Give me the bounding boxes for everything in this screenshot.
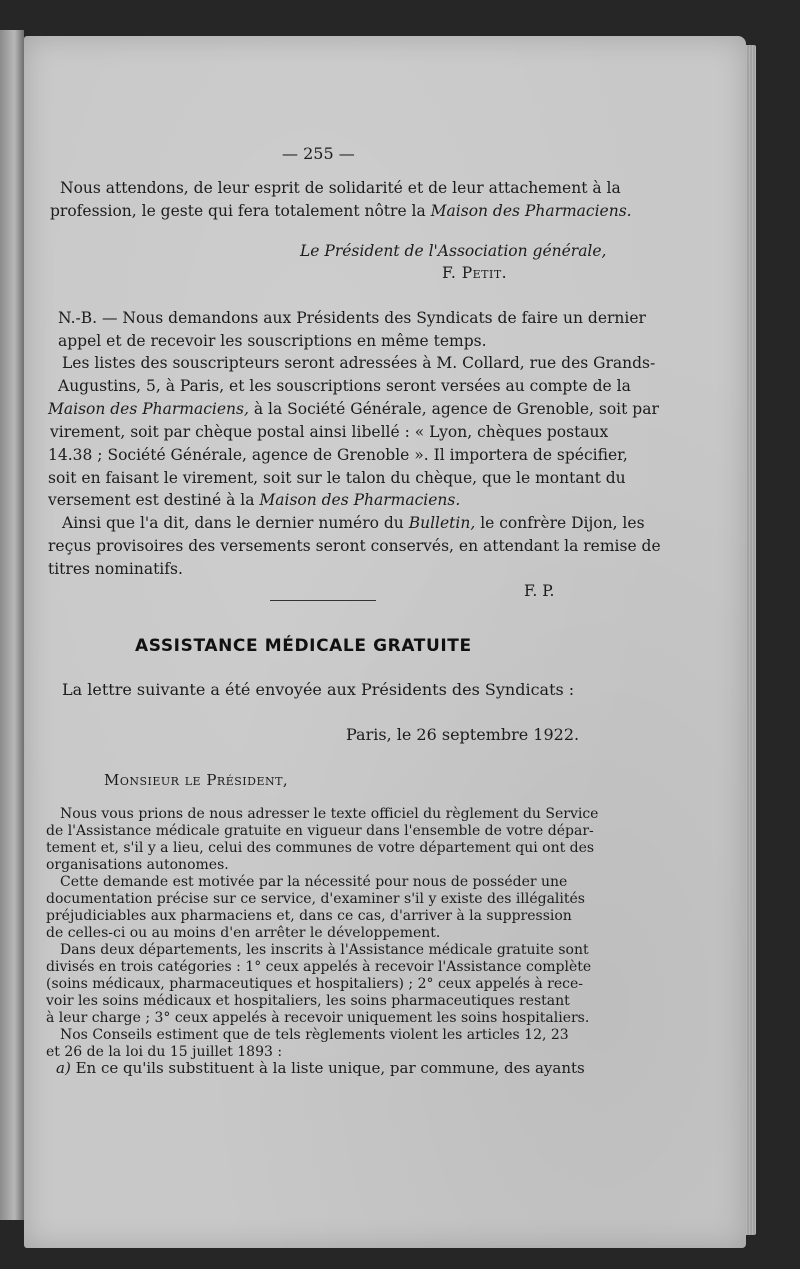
body-line-9: Dans deux départements, les inscrits à l'Assistance médicale gratuite sont: [60, 942, 589, 958]
section-heading: ASSISTANCE MÉDICALE GRATUITE: [135, 636, 472, 656]
body-line-12: voir les soins médicaux et hospitaliers, les soins pharmaceutiques restant: [46, 993, 570, 1009]
nb-line-10-text-a: Ainsi que l'a dit, dans le dernier numéro du: [62, 514, 409, 532]
nb-line-8: soit en faisant le virement, soit sur le talon du chèque, que le montant du: [48, 469, 626, 487]
body-line-5: Cette demande est motivée par la nécessité pour nous de posséder une: [60, 874, 568, 890]
nb-line-2: appel et de recevoir les souscriptions en même temps.: [58, 332, 487, 350]
body-last-line: [56, 1058, 585, 1078]
signature-title: Le Président de l'Association générale,: [300, 242, 607, 260]
nb-line-10-italic: Bulletin,: [408, 514, 476, 532]
section-separator: [270, 600, 376, 601]
body-line-8: de celles-ci ou au moins d'en arrêter le développement.: [46, 925, 441, 941]
nb-initials: F. P.: [524, 582, 555, 600]
intro-line-1: Nous attendons, de leur esprit de solidarité et de leur attachement à la: [60, 179, 621, 197]
nb-line-9-text: versement est destiné à la: [48, 491, 260, 509]
signature-name: F. Petit.: [442, 264, 508, 282]
body-line-10: divisés en trois catégories : 1° ceux appelés à recevoir l'Assistance complète: [46, 959, 592, 975]
body-line-7: préjudiciables aux pharmaciens et, dans ce cas, d'arriver à la suppression: [46, 908, 572, 924]
page-number: — 255 —: [282, 144, 355, 163]
nb-line-1: N.-B. — Nous demandons aux Présidents des Syndicats de faire un dernier: [58, 309, 646, 327]
body-line-11: (soins médicaux, pharmaceutiques et hospitaliers) ; 2° ceux appelés à rece-: [46, 976, 584, 992]
nb-line-5-italic: Maison des Pharmaciens,: [48, 400, 249, 418]
body-line-4: organisations autonomes.: [46, 857, 229, 873]
nb-line-3: Les listes des souscripteurs seront adressées à M. Collard, rue des Grands-: [62, 354, 656, 372]
body-line-6: documentation précise sur ce service, d'examiner s'il y existe des illégalités: [46, 891, 585, 907]
intro-line-2-text: profession, le geste qui fera totalement nôtre la: [50, 202, 431, 220]
body-line-13: à leur charge ; 3° ceux appelés à recevoir uniquement les soins hospitaliers.: [46, 1010, 590, 1026]
letter-intro: La lettre suivante a été envoyée aux Présidents des Syndicats :: [62, 680, 575, 699]
nb-line-5: [48, 399, 659, 419]
nb-line-10: [62, 513, 645, 533]
nb-line-4: Augustins, 5, à Paris, et les souscriptions seront versées au compte de la: [58, 377, 631, 395]
body-line-2: de l'Assistance médicale gratuite en vigueur dans l'ensemble de votre dépar-: [46, 823, 594, 839]
intro-line-2: [50, 201, 632, 221]
intro-line-2-italic: Maison des Pharmaciens.: [430, 202, 632, 220]
nb-line-7: 14.38 ; Société Générale, agence de Grenoble ». Il importera de spécifier,: [48, 446, 628, 464]
nb-line-9: [48, 490, 460, 510]
nb-line-10-text-c: le confrère Dijon, les: [475, 514, 645, 532]
body-line-3: tement et, s'il y a lieu, celui des communes de votre département qui ont des: [46, 840, 595, 856]
nb-line-6: virement, soit par chèque postal ainsi libellé : « Lyon, chèques postaux: [50, 423, 609, 441]
letter-date: Paris, le 26 septembre 1922.: [346, 725, 580, 744]
nb-line-12: titres nominatifs.: [48, 560, 183, 578]
body-last-line-label: a): [56, 1059, 71, 1077]
nb-line-11: reçus provisoires des versements seront conservés, en attendant la remise de: [48, 537, 661, 555]
nb-line-9-italic: Maison des Pharmaciens.: [259, 491, 461, 509]
body-line-15: et 26 de la loi du 15 juillet 1893 :: [46, 1044, 283, 1060]
facing-page-edge: [0, 30, 24, 1220]
body-line-14: Nos Conseils estiment que de tels règlements violent les articles 12, 23: [60, 1027, 569, 1043]
nb-line-5-text: à la Société Générale, agence de Grenoble, soit par: [248, 400, 659, 418]
body-line-1: Nous vous prions de nous adresser le texte officiel du règlement du Service: [60, 806, 599, 822]
letter-salutation: Monsieur le Président,: [104, 771, 289, 789]
body-last-line-text: En ce qu'ils substituent à la liste unique, par commune, des ayants: [70, 1059, 585, 1077]
